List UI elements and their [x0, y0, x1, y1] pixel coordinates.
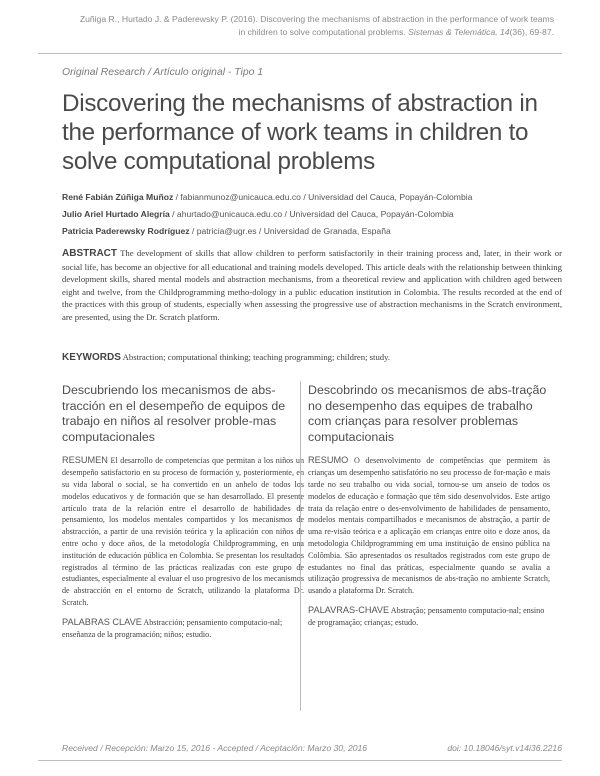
portuguese-abstract: [308, 455, 550, 597]
column-divider: [300, 381, 301, 711]
author-1: [62, 192, 472, 202]
keywords-label: KEYWORDS: [62, 352, 121, 363]
author-2-name: Julio Ariel Hurtado Alegría: [62, 209, 170, 219]
author-1-details: / fabianmunoz@unicauca.edu.co / Universidad del Cauca, Popayán-Colombia: [173, 192, 473, 202]
author-2-details: / ahurtado@unicauca.edu.co / Universidad del Cauca, Popayán-Colombia: [169, 209, 454, 219]
author-1-name: René Fabián Zúñiga Muñoz: [62, 192, 174, 202]
abstract: [62, 247, 562, 324]
abstract-text: The development of skills that allow children to perform satisfactorily in their training process and, later, in their work or social life, has become an objective for all educational and training models developed. This article deals with the relationship between thinking development skills, shared mental models and abstraction mechanisms, from a theoretical review and application with children aged between eight and twelve, from the Childprogramming metho-dology in a public education institution in Colombia. The results recorded at the end of the practices with this group of students, especially when assessing the progressive use of abstraction mechanisms in the Scratch environment, are presented, using the Dr. Scratch platform.: [62, 248, 562, 322]
portuguese-column: [308, 383, 550, 629]
resumo-label: RESUMO: [308, 455, 349, 466]
portuguese-title: Descobrindo os mecanismos de abs-tração no desempenho das equipes de trabalho com crianças para resolver problemas computacionais: [308, 383, 547, 444]
article-title: Discovering the mechanisms of abstraction in the performance of work teams in children to solve computational problems: [62, 90, 538, 175]
footer-rule: [38, 760, 562, 761]
citation-header: [54, 13, 554, 39]
palabras-clave-label: PALABRAS CLAVE: [62, 616, 142, 627]
spanish-title: Descubriendo los mecanismos de abs-tracción en el desempeño de equipos de trabajo en niños al resolver proble-mas computacionales: [62, 383, 286, 444]
abstract-label: ABSTRACT: [62, 248, 117, 259]
spanish-abstract: [62, 455, 304, 608]
author-3: [62, 226, 391, 236]
spanish-keywords: [62, 617, 304, 641]
keywords: [62, 352, 562, 363]
palavras-chave-text: Abstração; pensamento computacio-nal; ensino de programação; crianças; estudo.: [308, 605, 545, 627]
doi: doi: 10.18046/syt.v14i36.2216: [447, 743, 562, 753]
author-2: [62, 209, 454, 219]
resumen-text: El desarrollo de competencias que permitan a los niños un desempeño satisfactorio en su proceso de formación y, posteriormente, en su vida laboral o social, se ha convertido en un anhelo de todos los modelos educativos y de formación que se han desarrollado. El presente artículo trata de la relación entre el desarrollo de habilidades de pensamiento, los modelos mentales compartidos y los mecanismos de abstracción, a partir de una revisión teórica y la aplicación con niños de entre ocho y doce años, de la metodología Childprogramming, en una institución de educación pública en Colombia. Se presentan los resultados registrados al término de las prácticas realizadas con este grupo de estudiantes, especialmente al evaluar el uso progresivo de los mecanismos de abstracción en el entorno de Scratch, utilizando la plataforma Dr. Scratch.: [62, 456, 304, 607]
palavras-chave-label: PALAVRAS-CHAVE: [308, 604, 390, 615]
citation-journal: Sistemas & Telemática, 14: [408, 27, 510, 37]
keywords-text: Abstraction; computational thinking; teaching programming; children; study.: [120, 352, 391, 362]
author-3-name: Patricia Paderewsky Rodríguez: [62, 226, 190, 236]
resumo-text: O desenvolvimento de competências que permitem às crianças um desempenho satisfatório no seu processo de for-mação e mais tarde no seu trabalho ou vida social, tornou-se um anseio de todos os modelos de educação e formação que têm sido desenvolvidos. Este artigo trata da relação entre o des-envolvimento de habilidades de pensamento, modelos mentais compartilhados e mecanismos de abstração, a partir de uma re-visão teórica e a aplicação em crianças entre oito e doze anos, da metodologia Childprogramming em uma instituição de ensino pública na Colômbia. São apresentados os resultados registrados com este grupo de estudantes no final das práticas, especialmente quando se avalia a utilização progressiva de mecanismos de abs-tração no ambiente Scratch, usando a plataforma Dr. Scratch.: [308, 456, 550, 596]
spanish-column: [62, 383, 304, 640]
citation-line-1: Zuñiga R., Hurtado J. & Paderewsky P. (2016). Discovering the mechanisms of abstraction in the performance of work teams: [79, 14, 554, 24]
header-rule: [38, 53, 562, 54]
author-3-details: / patricia@ugr.es / Universidad de Granada, España: [189, 226, 391, 236]
received-accepted-dates: Received / Recepción: Marzo 15, 2016 - Accepted / Aceptación: Marzo 30, 2016: [62, 743, 368, 753]
portuguese-keywords: [308, 605, 550, 629]
palabras-clave-text: Abstracción; pensamiento computacio-nal; enseñanza de la programación; niños; estudio.: [62, 617, 283, 639]
resumen-label: RESUMEN: [62, 455, 108, 466]
citation-line-2: [54, 26, 554, 39]
citation-title-end: in children to solve computational problems.: [238, 27, 409, 37]
citation-issue-pages: (36), 69-87.: [509, 27, 554, 37]
article-category: Original Research / Artículo original - Tipo 1: [62, 67, 264, 78]
